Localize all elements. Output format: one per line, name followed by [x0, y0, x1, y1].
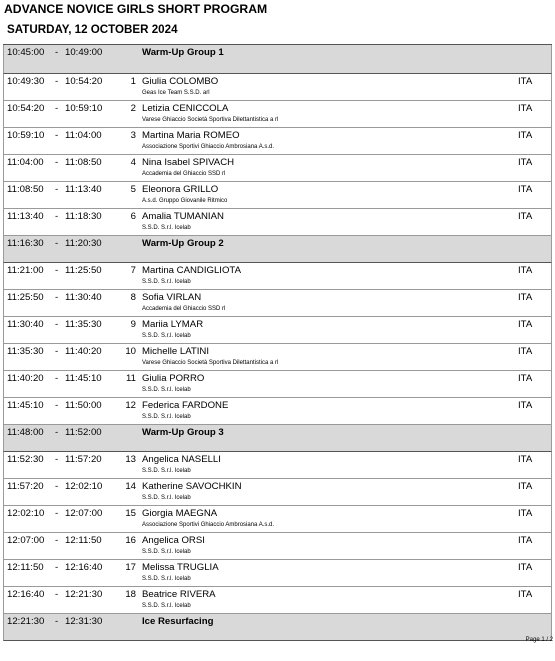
start-time: 11:48:00 — [7, 427, 44, 438]
skater-row — [3, 128, 552, 155]
end-time: 11:20:30 — [65, 238, 102, 249]
start-number: 8 — [130, 292, 136, 303]
time-separator: - — [55, 400, 59, 411]
start-time: 10:59:10 — [7, 130, 45, 141]
skater-name: Mariia LYMAR — [142, 319, 204, 330]
club-name: Accademia del Ghiaccio SSD rl — [142, 306, 226, 312]
end-time: 11:52:00 — [65, 427, 102, 438]
start-number: 3 — [130, 130, 136, 141]
nation-code: ITA — [518, 103, 533, 114]
end-time: 11:40:20 — [65, 346, 102, 357]
time-separator: - — [55, 454, 59, 465]
club-name: A.s.d. Gruppo Giovanile Ritmico — [142, 198, 228, 204]
group-label: Ice Resurfacing — [142, 616, 214, 627]
group-label: Warm-Up Group 1 — [142, 47, 224, 58]
time-separator: - — [55, 76, 59, 87]
time-separator: - — [55, 184, 59, 195]
skater-row — [3, 74, 552, 101]
time-separator: - — [55, 319, 59, 330]
nation-code: ITA — [518, 211, 533, 222]
nation-code: ITA — [518, 535, 533, 546]
start-time: 12:02:10 — [7, 508, 45, 519]
start-time: 11:40:20 — [7, 373, 44, 384]
time-separator: - — [55, 562, 59, 573]
start-number: 6 — [130, 211, 136, 222]
skater-name: Katherine SAVOCHKIN — [142, 481, 242, 492]
start-number: 9 — [130, 319, 136, 330]
start-time: 11:08:50 — [7, 184, 44, 195]
nation-code: ITA — [518, 157, 533, 168]
start-time: 11:30:40 — [7, 319, 44, 330]
start-time: 11:16:30 — [7, 238, 44, 249]
club-name: Accademia del Ghiaccio SSD rl — [142, 171, 226, 177]
time-separator: - — [55, 130, 59, 141]
start-time: 11:57:20 — [7, 481, 44, 492]
page-title: ADVANCE NOVICE GIRLS SHORT PROGRAM — [4, 2, 268, 16]
club-name: S.S.D. S.r.l. Icelab — [142, 576, 191, 582]
start-number: 11 — [126, 373, 136, 384]
time-separator: - — [55, 508, 59, 519]
start-time: 11:45:10 — [7, 400, 44, 411]
club-name: S.S.D. S.r.l. Icelab — [142, 387, 191, 393]
start-time: 11:35:30 — [7, 346, 44, 357]
time-separator: - — [55, 346, 59, 357]
start-number: 14 — [125, 481, 136, 492]
end-time: 10:49:00 — [65, 47, 103, 58]
time-separator: - — [55, 238, 59, 249]
end-time: 11:30:40 — [65, 292, 102, 303]
skater-name: Amalia TUMANIAN — [142, 211, 224, 222]
time-separator: - — [55, 47, 59, 58]
end-time: 12:21:30 — [65, 589, 103, 600]
skater-name: Beatrice RIVERA — [142, 589, 216, 600]
end-time: 12:16:40 — [65, 562, 103, 573]
skater-name: Giulia PORRO — [142, 373, 205, 384]
time-separator: - — [55, 292, 59, 303]
time-separator: - — [55, 481, 59, 492]
start-time: 10:45:00 — [7, 47, 45, 58]
skater-row — [3, 371, 552, 398]
nation-code: ITA — [518, 292, 533, 303]
end-time: 11:35:30 — [65, 319, 102, 330]
start-time: 11:52:30 — [7, 454, 44, 465]
end-time: 10:54:20 — [65, 76, 103, 87]
nation-code: ITA — [518, 373, 533, 384]
time-separator: - — [55, 535, 59, 546]
skater-name: Letizia CENICCOLA — [142, 103, 229, 114]
time-separator: - — [55, 427, 59, 438]
start-number: 18 — [125, 589, 136, 600]
start-number: 4 — [130, 157, 136, 168]
start-number: 16 — [125, 535, 136, 546]
skater-row — [3, 560, 552, 587]
nation-code: ITA — [518, 454, 533, 465]
skater-name: Angelica NASELLI — [142, 454, 221, 465]
skater-row — [3, 344, 552, 371]
skater-row — [3, 398, 552, 425]
end-time: 12:11:50 — [65, 535, 102, 546]
group-row — [3, 425, 552, 452]
nation-code: ITA — [518, 130, 533, 141]
end-time: 10:59:10 — [65, 103, 103, 114]
skater-row — [3, 290, 552, 317]
start-number: 12 — [125, 400, 136, 411]
event-date: SATURDAY, 12 OCTOBER 2024 — [7, 23, 178, 36]
skater-name: Giorgia MAEGNA — [142, 508, 218, 519]
skater-name: Federica FARDONE — [142, 400, 229, 411]
schedule-table — [3, 44, 552, 641]
club-name: Associazione Sportivi Ghiaccio Ambrosiana A.s.d. — [142, 522, 275, 528]
skater-row — [3, 533, 552, 560]
start-number: 5 — [130, 184, 136, 195]
nation-code: ITA — [518, 346, 533, 357]
club-name: Varese Ghiaccio Società Sportiva Dilettantistica a rl — [142, 360, 279, 366]
club-name: S.S.D. S.r.l. Icelab — [142, 468, 191, 474]
club-name: S.S.D. S.r.l. Icelab — [142, 333, 191, 339]
skater-row — [3, 209, 552, 236]
group-row — [3, 45, 552, 74]
start-time: 11:21:00 — [7, 265, 44, 276]
club-name: S.S.D. S.r.l. Icelab — [142, 603, 191, 609]
time-separator: - — [55, 616, 59, 627]
start-number: 2 — [130, 103, 136, 114]
club-name: Geas Ice Team S.S.D. arl — [142, 90, 210, 96]
club-name: S.S.D. S.r.l. Icelab — [142, 549, 191, 555]
skater-row — [3, 155, 552, 182]
time-separator: - — [55, 589, 59, 600]
start-number: 7 — [130, 265, 136, 276]
skater-name: Eleonora GRILLO — [142, 184, 219, 195]
skater-row — [3, 452, 552, 479]
end-time: 11:08:50 — [65, 157, 102, 168]
end-time: 11:45:10 — [65, 373, 102, 384]
end-time: 12:31:30 — [65, 616, 103, 627]
time-separator: - — [55, 211, 59, 222]
time-separator: - — [55, 265, 59, 276]
start-time: 10:49:30 — [7, 76, 45, 87]
group-label: Warm-Up Group 2 — [142, 238, 224, 249]
nation-code: ITA — [518, 589, 533, 600]
club-name: S.S.D. S.r.l. Icelab — [142, 279, 191, 285]
start-number: 10 — [125, 346, 136, 357]
skater-name: Nina Isabel SPIVACH — [142, 157, 235, 168]
skater-row — [3, 263, 552, 290]
end-time: 11:25:50 — [65, 265, 102, 276]
skater-name: Giulia COLOMBO — [142, 76, 219, 87]
club-name: Associazione Sportivi Ghiaccio Ambrosiana A.s.d. — [142, 144, 275, 150]
club-name: S.S.D. S.r.l. Icelab — [142, 225, 191, 231]
skater-name: Michelle LATINI — [142, 346, 209, 357]
end-time: 12:02:10 — [65, 481, 103, 492]
end-time: 11:57:20 — [65, 454, 102, 465]
end-time: 11:18:30 — [65, 211, 102, 222]
skater-row — [3, 317, 552, 344]
end-time: 11:50:00 — [65, 400, 102, 411]
group-label: Warm-Up Group 3 — [142, 427, 224, 438]
page-number: Page 1 / 2 — [525, 637, 553, 643]
start-number: 13 — [125, 454, 136, 465]
start-number: 1 — [130, 76, 136, 87]
skater-row — [3, 506, 552, 533]
time-separator: - — [55, 373, 59, 384]
club-name: S.S.D. S.r.l. Icelab — [142, 414, 191, 420]
group-row — [3, 614, 552, 641]
club-name: S.S.D. S.r.l. Icelab — [142, 495, 191, 501]
nation-code: ITA — [518, 184, 533, 195]
skater-name: Sofia VIRLAN — [142, 292, 202, 303]
skater-name: Melissa TRUGLIA — [142, 562, 219, 573]
start-time: 12:11:50 — [7, 562, 44, 573]
start-time: 11:13:40 — [7, 211, 44, 222]
group-row — [3, 236, 552, 263]
nation-code: ITA — [518, 319, 533, 330]
time-separator: - — [55, 103, 59, 114]
start-time: 11:25:50 — [7, 292, 44, 303]
nation-code: ITA — [518, 265, 533, 276]
end-time: 11:04:00 — [65, 130, 102, 141]
nation-code: ITA — [518, 508, 533, 519]
start-time: 12:07:00 — [7, 535, 45, 546]
nation-code: ITA — [518, 400, 533, 411]
start-number: 15 — [125, 508, 136, 519]
start-time: 12:21:30 — [7, 616, 45, 627]
time-separator: - — [55, 157, 59, 168]
nation-code: ITA — [518, 481, 533, 492]
club-name: Varese Ghiaccio Società Sportiva Dilettantistica a rl — [142, 117, 279, 123]
nation-code: ITA — [518, 562, 533, 573]
start-time: 12:16:40 — [7, 589, 45, 600]
skater-row — [3, 182, 552, 209]
skater-row — [3, 101, 552, 128]
nation-code: ITA — [518, 76, 533, 87]
end-time: 12:07:00 — [65, 508, 103, 519]
start-time: 11:04:00 — [7, 157, 44, 168]
start-time: 10:54:20 — [7, 103, 45, 114]
start-number: 17 — [125, 562, 136, 573]
skater-name: Martina CANDIGLIOTA — [142, 265, 241, 276]
skater-row — [3, 587, 552, 614]
skater-row — [3, 479, 552, 506]
skater-name: Martina Maria ROMEO — [142, 130, 240, 141]
end-time: 11:13:40 — [65, 184, 102, 195]
skater-name: Angelica ORSI — [142, 535, 205, 546]
